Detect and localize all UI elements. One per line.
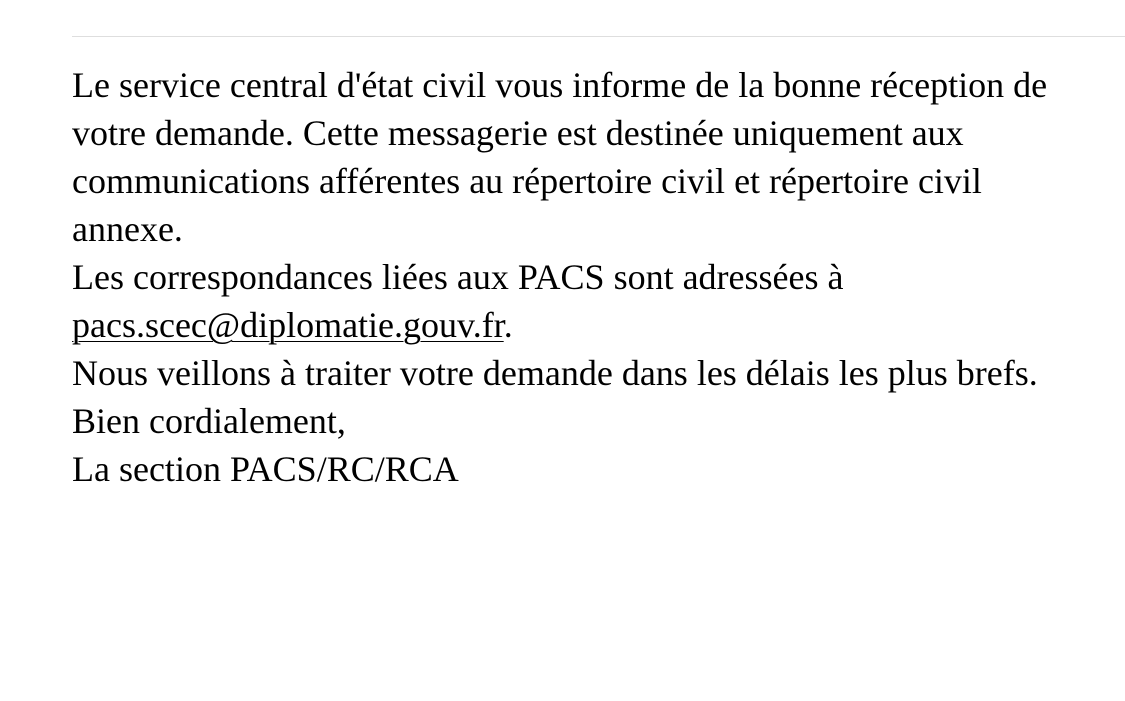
message-closing: Bien cordialement, bbox=[72, 401, 346, 441]
header-divider bbox=[72, 36, 1125, 37]
pacs-email-link[interactable]: pacs.scec@diplomatie.gouv.fr bbox=[72, 305, 504, 345]
message-paragraph-delay: Nous veillons à traiter votre demande dans les délais les plus brefs. bbox=[72, 353, 1038, 393]
message-paragraph-service: Le service central d'état civil vous informe de la bonne réception de votre demande. Cette messagerie est destinée uniquement aux communications afférentes au répertoire civil et répertoire civil annexe. bbox=[72, 65, 1048, 249]
message-body bbox=[72, 61, 1072, 493]
pacs-text: Les correspondances liées aux PACS sont adressées à bbox=[72, 257, 844, 297]
message-paragraph-pacs bbox=[72, 253, 1072, 349]
pacs-period: . bbox=[503, 305, 513, 345]
message-signature: La section PACS/RC/RCA bbox=[72, 449, 459, 489]
